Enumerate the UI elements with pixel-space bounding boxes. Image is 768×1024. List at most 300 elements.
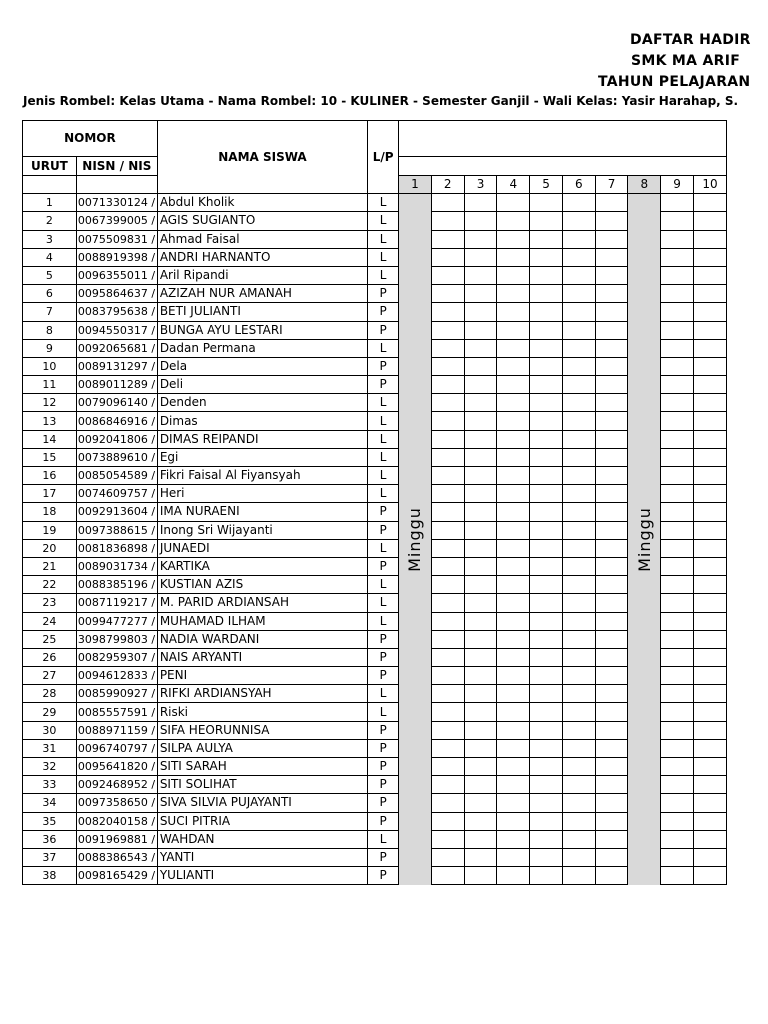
attendance-cell[interactable] (530, 376, 563, 394)
attendance-cell[interactable] (530, 812, 563, 830)
attendance-cell[interactable] (562, 248, 595, 266)
attendance-cell[interactable] (693, 412, 726, 430)
attendance-cell[interactable] (693, 539, 726, 557)
attendance-cell[interactable] (464, 830, 497, 848)
attendance-cell[interactable] (693, 503, 726, 521)
attendance-cell[interactable] (562, 503, 595, 521)
attendance-cell[interactable] (497, 194, 530, 212)
attendance-cell[interactable] (497, 539, 530, 557)
attendance-cell[interactable] (595, 303, 628, 321)
attendance-cell[interactable] (530, 521, 563, 539)
attendance-cell[interactable] (530, 576, 563, 594)
attendance-cell[interactable] (464, 430, 497, 448)
attendance-cell[interactable] (530, 212, 563, 230)
attendance-cell[interactable] (661, 448, 694, 466)
attendance-cell[interactable] (595, 539, 628, 557)
attendance-cell[interactable] (595, 630, 628, 648)
attendance-cell[interactable] (693, 212, 726, 230)
attendance-cell[interactable] (562, 539, 595, 557)
attendance-cell[interactable] (562, 266, 595, 284)
attendance-cell[interactable] (431, 521, 464, 539)
attendance-cell[interactable] (464, 685, 497, 703)
attendance-cell[interactable] (530, 539, 563, 557)
attendance-cell[interactable] (595, 521, 628, 539)
attendance-cell[interactable] (497, 285, 530, 303)
attendance-cell[interactable] (562, 812, 595, 830)
attendance-cell[interactable] (661, 467, 694, 485)
attendance-cell[interactable] (693, 576, 726, 594)
attendance-cell[interactable] (595, 576, 628, 594)
attendance-cell[interactable] (530, 685, 563, 703)
attendance-cell[interactable] (497, 212, 530, 230)
attendance-cell[interactable] (661, 685, 694, 703)
attendance-cell[interactable] (661, 776, 694, 794)
attendance-cell[interactable] (661, 739, 694, 757)
attendance-cell[interactable] (497, 739, 530, 757)
attendance-cell[interactable] (693, 339, 726, 357)
attendance-cell[interactable] (464, 248, 497, 266)
attendance-cell[interactable] (562, 794, 595, 812)
attendance-cell[interactable] (431, 557, 464, 575)
attendance-cell[interactable] (595, 212, 628, 230)
attendance-cell[interactable] (530, 667, 563, 685)
attendance-cell[interactable] (661, 794, 694, 812)
attendance-cell[interactable] (497, 630, 530, 648)
attendance-cell[interactable] (431, 612, 464, 630)
attendance-cell[interactable] (464, 212, 497, 230)
attendance-cell[interactable] (431, 576, 464, 594)
attendance-cell[interactable] (497, 248, 530, 266)
attendance-cell[interactable] (497, 376, 530, 394)
attendance-cell[interactable] (497, 503, 530, 521)
attendance-cell[interactable] (431, 376, 464, 394)
attendance-cell[interactable] (464, 594, 497, 612)
attendance-cell[interactable] (530, 848, 563, 866)
attendance-cell[interactable] (530, 758, 563, 776)
attendance-cell[interactable] (497, 685, 530, 703)
attendance-cell[interactable] (431, 685, 464, 703)
attendance-cell[interactable] (497, 576, 530, 594)
attendance-cell[interactable] (431, 648, 464, 666)
attendance-cell[interactable] (661, 630, 694, 648)
attendance-cell[interactable] (464, 867, 497, 885)
attendance-cell[interactable] (562, 467, 595, 485)
attendance-cell[interactable] (562, 576, 595, 594)
attendance-cell[interactable] (562, 848, 595, 866)
attendance-cell[interactable] (530, 557, 563, 575)
attendance-cell[interactable] (431, 194, 464, 212)
attendance-cell[interactable] (562, 630, 595, 648)
attendance-cell[interactable] (431, 667, 464, 685)
attendance-cell[interactable] (431, 430, 464, 448)
attendance-cell[interactable] (661, 212, 694, 230)
attendance-cell[interactable] (661, 430, 694, 448)
attendance-cell[interactable] (595, 412, 628, 430)
attendance-cell[interactable] (464, 630, 497, 648)
attendance-cell[interactable] (595, 285, 628, 303)
attendance-cell[interactable] (693, 721, 726, 739)
attendance-cell[interactable] (562, 448, 595, 466)
attendance-cell[interactable] (661, 648, 694, 666)
attendance-cell[interactable] (464, 721, 497, 739)
attendance-cell[interactable] (497, 703, 530, 721)
attendance-cell[interactable] (562, 739, 595, 757)
attendance-cell[interactable] (464, 848, 497, 866)
attendance-cell[interactable] (530, 285, 563, 303)
attendance-cell[interactable] (661, 758, 694, 776)
attendance-cell[interactable] (562, 557, 595, 575)
attendance-cell[interactable] (497, 794, 530, 812)
attendance-cell[interactable] (693, 376, 726, 394)
attendance-cell[interactable] (464, 467, 497, 485)
attendance-cell[interactable] (530, 594, 563, 612)
attendance-cell[interactable] (693, 194, 726, 212)
attendance-cell[interactable] (693, 230, 726, 248)
attendance-cell[interactable] (464, 557, 497, 575)
attendance-cell[interactable] (693, 830, 726, 848)
attendance-cell[interactable] (595, 594, 628, 612)
attendance-cell[interactable] (595, 758, 628, 776)
attendance-cell[interactable] (562, 376, 595, 394)
attendance-cell[interactable] (562, 357, 595, 375)
attendance-cell[interactable] (530, 230, 563, 248)
attendance-cell[interactable] (595, 776, 628, 794)
attendance-cell[interactable] (497, 521, 530, 539)
attendance-cell[interactable] (464, 703, 497, 721)
attendance-cell[interactable] (464, 648, 497, 666)
attendance-cell[interactable] (497, 467, 530, 485)
attendance-cell[interactable] (431, 303, 464, 321)
attendance-cell[interactable] (595, 794, 628, 812)
attendance-cell[interactable] (431, 448, 464, 466)
attendance-cell[interactable] (497, 867, 530, 885)
attendance-cell[interactable] (464, 794, 497, 812)
attendance-cell[interactable] (562, 758, 595, 776)
attendance-cell[interactable] (693, 848, 726, 866)
attendance-cell[interactable] (530, 448, 563, 466)
attendance-cell[interactable] (693, 667, 726, 685)
attendance-cell[interactable] (661, 303, 694, 321)
attendance-cell[interactable] (595, 339, 628, 357)
attendance-cell[interactable] (693, 776, 726, 794)
attendance-cell[interactable] (464, 758, 497, 776)
attendance-cell[interactable] (530, 266, 563, 284)
attendance-cell[interactable] (562, 521, 595, 539)
attendance-cell[interactable] (661, 539, 694, 557)
attendance-cell[interactable] (497, 830, 530, 848)
attendance-cell[interactable] (431, 248, 464, 266)
attendance-cell[interactable] (497, 303, 530, 321)
attendance-cell[interactable] (530, 703, 563, 721)
attendance-cell[interactable] (595, 612, 628, 630)
attendance-cell[interactable] (562, 594, 595, 612)
attendance-cell[interactable] (464, 521, 497, 539)
attendance-cell[interactable] (464, 339, 497, 357)
attendance-cell[interactable] (693, 612, 726, 630)
attendance-cell[interactable] (595, 703, 628, 721)
attendance-cell[interactable] (497, 266, 530, 284)
attendance-cell[interactable] (562, 685, 595, 703)
attendance-cell[interactable] (530, 467, 563, 485)
attendance-cell[interactable] (530, 248, 563, 266)
attendance-cell[interactable] (530, 776, 563, 794)
attendance-cell[interactable] (431, 594, 464, 612)
attendance-cell[interactable] (562, 194, 595, 212)
attendance-cell[interactable] (530, 648, 563, 666)
attendance-cell[interactable] (693, 812, 726, 830)
attendance-cell[interactable] (497, 758, 530, 776)
attendance-cell[interactable] (595, 430, 628, 448)
attendance-cell[interactable] (595, 448, 628, 466)
attendance-cell[interactable] (562, 485, 595, 503)
attendance-cell[interactable] (562, 430, 595, 448)
attendance-cell[interactable] (530, 503, 563, 521)
attendance-cell[interactable] (431, 848, 464, 866)
attendance-cell[interactable] (497, 230, 530, 248)
attendance-cell[interactable] (431, 394, 464, 412)
attendance-cell[interactable] (464, 376, 497, 394)
attendance-cell[interactable] (595, 321, 628, 339)
attendance-cell[interactable] (661, 521, 694, 539)
attendance-cell[interactable] (530, 867, 563, 885)
attendance-cell[interactable] (595, 394, 628, 412)
attendance-cell[interactable] (661, 194, 694, 212)
attendance-cell[interactable] (693, 685, 726, 703)
attendance-cell[interactable] (562, 667, 595, 685)
attendance-cell[interactable] (661, 576, 694, 594)
attendance-cell[interactable] (464, 412, 497, 430)
attendance-cell[interactable] (693, 303, 726, 321)
attendance-cell[interactable] (530, 430, 563, 448)
attendance-cell[interactable] (464, 448, 497, 466)
attendance-cell[interactable] (431, 539, 464, 557)
attendance-cell[interactable] (693, 867, 726, 885)
attendance-cell[interactable] (661, 376, 694, 394)
attendance-cell[interactable] (562, 212, 595, 230)
attendance-cell[interactable] (562, 339, 595, 357)
attendance-cell[interactable] (661, 285, 694, 303)
attendance-cell[interactable] (530, 794, 563, 812)
attendance-cell[interactable] (497, 321, 530, 339)
attendance-cell[interactable] (530, 339, 563, 357)
attendance-cell[interactable] (562, 285, 595, 303)
attendance-cell[interactable] (595, 557, 628, 575)
attendance-cell[interactable] (595, 248, 628, 266)
attendance-cell[interactable] (464, 303, 497, 321)
attendance-cell[interactable] (497, 448, 530, 466)
attendance-cell[interactable] (661, 485, 694, 503)
attendance-cell[interactable] (497, 667, 530, 685)
attendance-cell[interactable] (464, 266, 497, 284)
attendance-cell[interactable] (595, 685, 628, 703)
attendance-cell[interactable] (661, 357, 694, 375)
attendance-cell[interactable] (595, 721, 628, 739)
attendance-cell[interactable] (595, 266, 628, 284)
attendance-cell[interactable] (464, 667, 497, 685)
attendance-cell[interactable] (431, 703, 464, 721)
attendance-cell[interactable] (693, 739, 726, 757)
attendance-cell[interactable] (661, 667, 694, 685)
attendance-cell[interactable] (595, 376, 628, 394)
attendance-cell[interactable] (595, 667, 628, 685)
attendance-cell[interactable] (693, 357, 726, 375)
attendance-cell[interactable] (530, 194, 563, 212)
attendance-cell[interactable] (661, 266, 694, 284)
attendance-cell[interactable] (661, 703, 694, 721)
attendance-cell[interactable] (497, 648, 530, 666)
attendance-cell[interactable] (562, 303, 595, 321)
attendance-cell[interactable] (693, 430, 726, 448)
attendance-cell[interactable] (464, 576, 497, 594)
attendance-cell[interactable] (530, 485, 563, 503)
attendance-cell[interactable] (431, 867, 464, 885)
attendance-cell[interactable] (693, 266, 726, 284)
attendance-cell[interactable] (562, 394, 595, 412)
attendance-cell[interactable] (661, 503, 694, 521)
attendance-cell[interactable] (497, 557, 530, 575)
attendance-cell[interactable] (693, 703, 726, 721)
attendance-cell[interactable] (431, 830, 464, 848)
attendance-cell[interactable] (693, 557, 726, 575)
attendance-cell[interactable] (497, 357, 530, 375)
attendance-cell[interactable] (431, 357, 464, 375)
attendance-cell[interactable] (497, 612, 530, 630)
attendance-cell[interactable] (661, 812, 694, 830)
attendance-cell[interactable] (464, 612, 497, 630)
attendance-cell[interactable] (595, 812, 628, 830)
attendance-cell[interactable] (562, 776, 595, 794)
attendance-cell[interactable] (595, 830, 628, 848)
attendance-cell[interactable] (562, 830, 595, 848)
attendance-cell[interactable] (464, 776, 497, 794)
attendance-cell[interactable] (497, 776, 530, 794)
attendance-cell[interactable] (693, 321, 726, 339)
attendance-cell[interactable] (562, 703, 595, 721)
attendance-cell[interactable] (431, 339, 464, 357)
attendance-cell[interactable] (464, 321, 497, 339)
attendance-cell[interactable] (595, 230, 628, 248)
attendance-cell[interactable] (431, 230, 464, 248)
attendance-cell[interactable] (693, 467, 726, 485)
attendance-cell[interactable] (661, 594, 694, 612)
attendance-cell[interactable] (693, 485, 726, 503)
attendance-cell[interactable] (562, 721, 595, 739)
attendance-cell[interactable] (595, 739, 628, 757)
attendance-cell[interactable] (431, 467, 464, 485)
attendance-cell[interactable] (431, 776, 464, 794)
attendance-cell[interactable] (562, 230, 595, 248)
attendance-cell[interactable] (693, 648, 726, 666)
attendance-cell[interactable] (661, 848, 694, 866)
attendance-cell[interactable] (530, 303, 563, 321)
attendance-cell[interactable] (693, 448, 726, 466)
attendance-cell[interactable] (661, 230, 694, 248)
attendance-cell[interactable] (497, 812, 530, 830)
attendance-cell[interactable] (595, 848, 628, 866)
attendance-cell[interactable] (530, 357, 563, 375)
attendance-cell[interactable] (431, 503, 464, 521)
attendance-cell[interactable] (661, 830, 694, 848)
attendance-cell[interactable] (497, 412, 530, 430)
attendance-cell[interactable] (530, 612, 563, 630)
attendance-cell[interactable] (431, 812, 464, 830)
attendance-cell[interactable] (497, 485, 530, 503)
attendance-cell[interactable] (661, 412, 694, 430)
attendance-cell[interactable] (431, 266, 464, 284)
attendance-cell[interactable] (661, 557, 694, 575)
attendance-cell[interactable] (595, 503, 628, 521)
attendance-cell[interactable] (431, 212, 464, 230)
attendance-cell[interactable] (595, 648, 628, 666)
attendance-cell[interactable] (562, 612, 595, 630)
attendance-cell[interactable] (562, 648, 595, 666)
attendance-cell[interactable] (562, 867, 595, 885)
attendance-cell[interactable] (431, 485, 464, 503)
attendance-cell[interactable] (530, 739, 563, 757)
attendance-cell[interactable] (693, 394, 726, 412)
attendance-cell[interactable] (562, 412, 595, 430)
attendance-cell[interactable] (497, 339, 530, 357)
attendance-cell[interactable] (431, 739, 464, 757)
attendance-cell[interactable] (530, 721, 563, 739)
attendance-cell[interactable] (464, 230, 497, 248)
attendance-cell[interactable] (595, 194, 628, 212)
attendance-cell[interactable] (530, 630, 563, 648)
attendance-cell[interactable] (530, 412, 563, 430)
attendance-cell[interactable] (693, 521, 726, 539)
attendance-cell[interactable] (464, 485, 497, 503)
attendance-cell[interactable] (497, 721, 530, 739)
attendance-cell[interactable] (464, 539, 497, 557)
attendance-cell[interactable] (431, 758, 464, 776)
attendance-cell[interactable] (693, 285, 726, 303)
attendance-cell[interactable] (497, 394, 530, 412)
attendance-cell[interactable] (431, 794, 464, 812)
attendance-cell[interactable] (497, 594, 530, 612)
attendance-cell[interactable] (661, 721, 694, 739)
attendance-cell[interactable] (693, 594, 726, 612)
attendance-cell[interactable] (595, 357, 628, 375)
attendance-cell[interactable] (595, 867, 628, 885)
attendance-cell[interactable] (464, 194, 497, 212)
attendance-cell[interactable] (562, 321, 595, 339)
attendance-cell[interactable] (530, 394, 563, 412)
attendance-cell[interactable] (431, 321, 464, 339)
attendance-cell[interactable] (464, 394, 497, 412)
attendance-cell[interactable] (595, 467, 628, 485)
attendance-cell[interactable] (661, 612, 694, 630)
attendance-cell[interactable] (431, 630, 464, 648)
attendance-cell[interactable] (464, 739, 497, 757)
attendance-cell[interactable] (497, 848, 530, 866)
attendance-cell[interactable] (693, 758, 726, 776)
attendance-cell[interactable] (464, 503, 497, 521)
attendance-cell[interactable] (464, 357, 497, 375)
attendance-cell[interactable] (431, 721, 464, 739)
attendance-cell[interactable] (693, 794, 726, 812)
attendance-cell[interactable] (530, 830, 563, 848)
attendance-cell[interactable] (693, 248, 726, 266)
attendance-cell[interactable] (464, 285, 497, 303)
attendance-cell[interactable] (661, 321, 694, 339)
attendance-cell[interactable] (661, 867, 694, 885)
attendance-cell[interactable] (661, 339, 694, 357)
attendance-cell[interactable] (497, 430, 530, 448)
attendance-cell[interactable] (693, 630, 726, 648)
attendance-cell[interactable] (595, 485, 628, 503)
attendance-cell[interactable] (661, 394, 694, 412)
attendance-cell[interactable] (431, 285, 464, 303)
